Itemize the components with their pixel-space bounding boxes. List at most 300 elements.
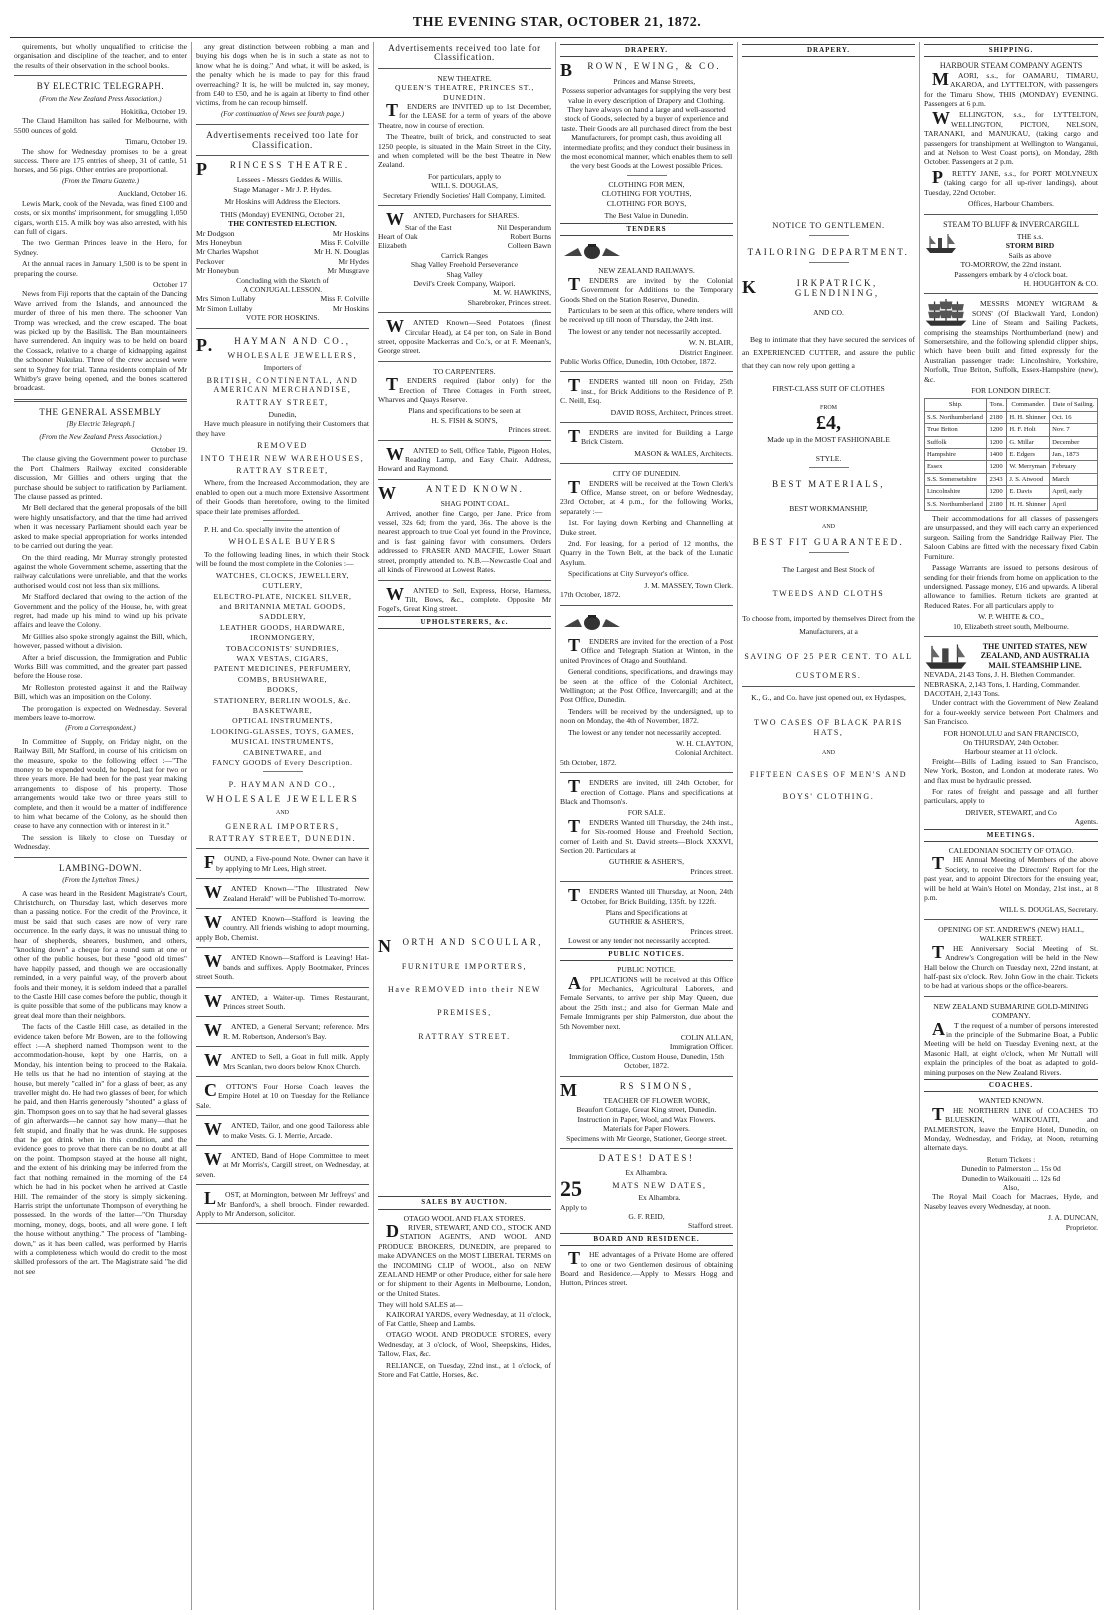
spacer bbox=[378, 1044, 551, 1194]
table-cell: 1200 bbox=[987, 424, 1007, 436]
allan-sub: Immigration Officer. bbox=[669, 1042, 733, 1052]
douglas: WILL S. DOUGLAS, bbox=[431, 181, 498, 191]
goods-line: WAX VESTAS, CIGARS, bbox=[236, 653, 329, 663]
coaches-return: Return Tickets : bbox=[986, 1154, 1036, 1164]
kirk-choose: To choose from, imported by themselves Direct from the Manufacturers, at a bbox=[742, 613, 915, 636]
divider bbox=[196, 947, 369, 948]
dates-ad bbox=[560, 1178, 733, 1212]
table-cell: Nov. 7 bbox=[1050, 424, 1098, 436]
white-addr: 10, Elizabeth street south, Melbourne. bbox=[953, 621, 1069, 631]
goods-line: OPTICAL INSTRUMENTS, bbox=[232, 716, 333, 726]
section-head: DRAPERY. bbox=[742, 44, 915, 57]
source-line: (From the Lyttelton Times.) bbox=[62, 876, 139, 885]
paragraph: The show for Wednesday promises to be a great success. There are 175 entries of sheep, 31 of cattle, 51 horses, and 56 pigs. Other entries are proportional. bbox=[14, 146, 187, 175]
source-line: (From the Timaru Gazette.) bbox=[61, 176, 140, 185]
paragraph: WANTED to Sell, Express, Horse, Harness, Tilt, Bows, &c., complete. Opposite Mr Fogel's, Great King street. bbox=[378, 583, 551, 614]
kg-boys: BOYS' CLOTHING. bbox=[782, 791, 875, 801]
assembly-title: THE GENERAL ASSEMBLY bbox=[39, 406, 162, 417]
brown-addr: Princes and Manse Streets, bbox=[613, 76, 696, 86]
divider bbox=[627, 175, 667, 176]
divider bbox=[560, 422, 733, 423]
kirk-suit: FIRST-CLASS SUIT OF CLOTHES bbox=[772, 384, 885, 394]
source-line: (From the New Zealand Press Association.) bbox=[39, 432, 162, 441]
spacer bbox=[742, 61, 915, 221]
royal-crest-icon bbox=[560, 244, 624, 260]
cast-row bbox=[196, 238, 369, 247]
table-cell: 2343 bbox=[987, 473, 1007, 485]
hayman-attention: P. H. and Co. specially invite the attention of bbox=[204, 525, 341, 535]
coaches-ticket: Dunedin to Palmerston ... 15s 0d bbox=[961, 1164, 1061, 1174]
paragraph: The Claud Hamilton has sailed for Melbourne, with 5500 ounces of gold. bbox=[14, 116, 187, 135]
divider bbox=[560, 1076, 733, 1077]
column-5 bbox=[738, 42, 920, 1610]
queens-theatre: QUEEN'S THEATRE, PRINCES ST., DUNEDIN. bbox=[394, 83, 535, 102]
nebraska: NEBRASKA, 2,143 Tons, I. Harding, Commander. bbox=[924, 679, 1081, 689]
divider bbox=[196, 908, 369, 909]
divider bbox=[196, 987, 369, 988]
blair-addr: Public Works Office, Dunedin, 10th October, 1872. bbox=[560, 356, 717, 366]
column-3 bbox=[374, 42, 556, 1610]
white: W. P. WHITE & CO., bbox=[978, 612, 1044, 622]
north-removed: Have REMOVED into their NEW bbox=[388, 984, 541, 994]
hayman-name: P.HAYMAN AND CO., bbox=[196, 334, 351, 355]
kg-opened: K., G., and Co. have just opened out, ex Hydaspes, bbox=[751, 692, 906, 702]
table-cell: H. H. Shinner bbox=[1007, 498, 1050, 510]
cast-role: Mr Simon Lullaby bbox=[196, 303, 253, 313]
cast-list bbox=[196, 294, 369, 313]
paragraph: THE Anniversary Social Meeting of St. Andrew's Congregation will be held in the New Hall below the Church on Tuesday next, 22nd instant, at half-past six o'clock. Rev. John Gow in the chair. Tickets to be had at various shops or the office-bearers. bbox=[924, 941, 1098, 991]
dateline: October 19. bbox=[151, 445, 187, 455]
cast-role: Mr Honeybun bbox=[196, 266, 239, 276]
divider bbox=[378, 68, 551, 69]
paragraph: any great distinction between robbing a man and buying his dogs when he is in such a state as not to know what he is doing." And what, it will be asked, is the penalty which he is made to pay for this fraud overreaching? It is, he will be mulcted in, say money, from £40 to £50, and he is again at liberty to find other victims, from he can recoup himself. bbox=[196, 42, 369, 108]
table-row bbox=[925, 449, 1098, 461]
divider bbox=[14, 857, 187, 858]
cast-row bbox=[196, 229, 369, 238]
paragraph: The Theatre, built of brick, and constructed to seat 1250 people, is situated in the Main Street in the City, and when completed will be the best Theatre in New Zealand. bbox=[378, 132, 551, 170]
shares-more bbox=[378, 251, 551, 289]
paragraph: TENDERS Wanted till Thursday, the 24th inst., for Six-roomed House and Freehold Section, corner of Leith and St. David streets—Block XXXVI, Section 20. Particulars at bbox=[560, 815, 733, 856]
paragraph: Arrived, another fine Cargo, per Jane. Price from vessel, 32s 6d; from the yard, 36s. The above is the nearest approach to true Coal yet found in the Province, and is fast gaining favor with consumers. Orders addressed to FRASER AND MACFIE, Lower Stuart street, promptly attended to. N.B.—Newcastle Coal and all kinds of Firewood at Lowest Rates. bbox=[378, 508, 551, 575]
divider bbox=[924, 919, 1098, 920]
cast-actor: Mr Hydes bbox=[338, 256, 369, 266]
offices: Offices, Harbour Chambers. bbox=[968, 199, 1054, 209]
cast-role: Heart of Oak bbox=[378, 231, 418, 241]
simons-text: Materials for Paper Flowers. bbox=[603, 1124, 690, 1134]
guthrie-sub: Princes street. bbox=[690, 866, 733, 876]
divider bbox=[196, 1184, 369, 1185]
continuation-note: (For continuation of News see fourth page.) bbox=[220, 109, 345, 118]
divider bbox=[196, 878, 369, 879]
princess-theatre-name: PRINCESS THEATRE. bbox=[196, 159, 350, 180]
hayman-where: Where, from the Increased Accommodation, they are enabled to open out a much more Extensive Assortment of their Goods than heretofore, owing to the limited space their late premises afforded. bbox=[196, 478, 369, 516]
shag-point: SHAG POINT COAL. bbox=[440, 499, 510, 509]
paragraph: The facts of the Castle Hill case, as detailed in the evidence taken before Mr Bowen, are to the following effect :—A shepherd named Thompson went to the accommodation-house, kept by one Harris, on a Monday, his intention being to proceed to the Rakaia. He tells us that he had no intention of staying at the house, but merely "called in" for a glass of beer, as any traveller might do. He had two glasses of beer, for which he paid, and then Harris generously "shouted" a glass of gin. Thompson goes on to say that he had several glasses of gin afterwards—he cannot say how many—that he felt stupid, and finally that he was drunk. He supposes that he got drink when in this condition, and the evidence goes to prove that there can be no doubt at all on the point. Thompson stayed at the house all night, and the extent of his drinking may be inferred from the fact that nothing remained in the morning of the £4 which he had in his pocket when he arrived at Castle Hill. The remainder of the story is simply sickening. Harris stript the unfortunate Thompson of everything he possessed. In the words of the latter—"On Thursday morning, money, dogs, boots, and all were gone. I left the house without anything." The process of "lambing-down," as it has been called, was performed by Harris with a completeness which would do credit to the most skilled professors of the art. The Magistrate said "he did not see bbox=[14, 1022, 188, 1276]
table-cell: March bbox=[1050, 473, 1098, 485]
section-head: SALES BY AUCTION. bbox=[378, 1196, 551, 1209]
paragraph: THE Annual Meeting of Members of the above Society, to receive the Directors' Report for the past year, and to appoint Directors for the ensuing year, will be held at Wain's Hotel on Monday, 21st inst., at 8 p.m. bbox=[924, 853, 1098, 903]
paragraph: The two German Princes leave in the Hero, for Sydney. bbox=[14, 238, 187, 257]
hayman-removed: REMOVED bbox=[257, 441, 308, 451]
cast-actor: Mr H. N. Douglas bbox=[313, 247, 369, 257]
princess-manager: Stage Manager - Mr J. P. Hydes. bbox=[233, 184, 332, 194]
paragraph: WELLINGTON, s.s., for LYTTELTON, WELLINGTON, PICTON, NELSON, TARANAKI, and MANUKAU, (taking cargo and passengers for transhipment at Wellington to Wanganui, and at Nelson to West Coast ports), on Monday, 28th October. Passengers at 2 p.m. bbox=[924, 108, 1098, 167]
hayman-street: RATTRAY STREET, bbox=[236, 466, 329, 476]
divider bbox=[560, 1148, 733, 1149]
small-ad: COTTON'S Four Horse Coach leaves the Empire Hotel at 10 on Tuesday for the Reliance Sale. bbox=[196, 1079, 369, 1110]
hayman2-and: AND bbox=[276, 810, 289, 817]
us-harbour: Harbour steamer at 11 o'clock. bbox=[964, 747, 1058, 757]
table-row bbox=[925, 424, 1098, 436]
wanted-known: WANTED KNOWN. bbox=[378, 482, 525, 503]
cast-row bbox=[405, 223, 551, 232]
divider bbox=[560, 463, 733, 464]
paragraph: 1st. For laying down Kerbing and Channelling at Duke street. bbox=[560, 518, 733, 537]
section-head: TENDERS bbox=[560, 223, 733, 236]
goods-line: SADDLERY, bbox=[259, 612, 306, 622]
north-name: NORTH AND SCOULLAR, bbox=[378, 936, 543, 957]
princess-hoskins: Mr Hoskins will Address the Electors. bbox=[224, 197, 341, 207]
paragraph: RELIANCE, on Tuesday, 22nd inst., at 1 o'clock, of Store and Fat Cattle, Horses, &c. bbox=[378, 1360, 551, 1380]
paragraph: TENDERS wanted till noon on Friday, 25th inst., for Brick Additions to the Residence of P. C. Neill, Esq. bbox=[560, 375, 733, 406]
paragraph: On the third reading, Mr Murray strongly protested against the whole Government scheme, asserting that the railway calculations were unreliable, and that the works authorised would cost not less than six millions. bbox=[14, 552, 187, 590]
cast-actor: Robert Burns bbox=[510, 231, 551, 241]
bird-embark: Passengers embark by 4 o'clock boat. bbox=[954, 269, 1068, 279]
kirk-name: KIRKPATRICK, GLENDINING, bbox=[742, 277, 880, 298]
guthrie: GUTHRIE & ASHER'S, bbox=[609, 917, 684, 927]
goods-line: IRONMONGERY, bbox=[250, 633, 315, 643]
clothing: CLOTHING FOR MEN, bbox=[608, 179, 685, 189]
columns bbox=[10, 42, 1104, 1610]
divider bbox=[378, 205, 551, 206]
cast-list bbox=[196, 229, 369, 276]
table-cell: 1200 bbox=[987, 461, 1007, 473]
small-ad: WANTED, a Waiter-up. Times Restaurant, Princes street South. bbox=[204, 990, 369, 1011]
table-row bbox=[925, 473, 1098, 485]
table-cell: E. Davis bbox=[1007, 486, 1050, 498]
cast-role: Star of the East bbox=[405, 222, 452, 232]
kirk-and2: AND bbox=[822, 524, 835, 531]
allan: COLIN ALLAN, bbox=[680, 1032, 733, 1042]
kirk-best: BEST MATERIALS, bbox=[772, 479, 885, 490]
paragraph: Passage Warrants are issued to persons desirous of sending for their friends from home on application to the undersigned. Passage money, £16 and upwards. A liberal allowance to families. Return tickets are granted at Reduced Rates. For all particulars apply to bbox=[924, 563, 1098, 610]
paragraph: Specifications at City Surveyor's office. bbox=[568, 569, 689, 579]
us-date: On THURSDAY, 24th October. bbox=[963, 738, 1059, 747]
clothing: CLOTHING FOR YOUTHS, bbox=[601, 189, 692, 199]
table-row bbox=[925, 461, 1098, 473]
paragraph: TENDERS are invited by the Colonial Government for Additions to the Temporary Goods Shed on the Station Reserve, Dunedin. bbox=[560, 273, 733, 304]
late-ads-title: Advertisements received too late for Classification. bbox=[388, 43, 541, 63]
paragraph: DRIVER, STEWART, AND CO., STOCK AND STATION AGENTS, AND WOOL AND PRODUCE BROKERS, DUNEDIN, are prepared to make ADVANCES on the MOST LIBERAL TERMS on the INCOMING CLIP of WOOL, also on NEW ZEALAND HEMP or other Produce, either for sale here or for shipment to their Agents in Melbourne, London, or the United States. bbox=[378, 1220, 551, 1298]
paragraph: The clause giving the Government power to purchase the Port Chalmers Railway excited considerable discussion, Mr Gillies and others urging that the purchase should be subject to ratification by Parliament. The clause passed as printed. bbox=[14, 454, 187, 502]
section-head: DRAPERY. bbox=[560, 44, 733, 57]
coaches-wanted: WANTED KNOWN. bbox=[978, 1096, 1044, 1106]
table-row bbox=[925, 436, 1098, 448]
paragraph: For rates of freight and passage and all further particulars, apply to bbox=[924, 787, 1098, 806]
divider bbox=[263, 520, 303, 521]
table-cell: S.S. Somersetshire bbox=[925, 473, 987, 485]
divider bbox=[196, 1145, 369, 1146]
carpenters-title: TO CARPENTERS. bbox=[433, 366, 496, 376]
douglas: WILL S. DOUGLAS, Secretary. bbox=[999, 904, 1098, 914]
dates-title: DATES! DATES! bbox=[598, 1153, 695, 1163]
cast-row bbox=[196, 257, 369, 266]
hayman-city: Dunedin, bbox=[268, 410, 297, 419]
north-sub: FURNITURE IMPORTERS, bbox=[401, 961, 528, 971]
cast-row bbox=[196, 266, 369, 275]
section-head: MEETINGS. bbox=[924, 829, 1098, 842]
steamship-icon bbox=[924, 642, 968, 670]
cast-row bbox=[196, 247, 369, 256]
divider bbox=[14, 399, 187, 402]
cast-role: Mr Charles Wapshot bbox=[196, 247, 259, 257]
simons: MRS SIMONS, bbox=[560, 1079, 694, 1100]
reid: G. F. REID, bbox=[628, 1212, 665, 1222]
kirk-intimate: Beg to intimate that they have secured the services of an EXPERIENCED CUTTER, and assure the public that they can now rely upon getting a bbox=[742, 335, 915, 371]
clothing: CLOTHING FOR BOYS, bbox=[606, 198, 687, 208]
cast-row bbox=[378, 241, 551, 250]
driver: DRIVER, STEWART, and Co bbox=[965, 807, 1057, 817]
paragraph: News from Fiji reports that the captain of the Dancing Wave arrived from the Islands, and announced the murder of three of his men there. The schooner Van Tromp was wrecked, and the crew escaped. The boat was picked up by the Basilisk. The Ban mountaineers have surrendered. An inquiry was to be held on board the Cossack, relative to a charge of kidnapping against the schooner Nukulau. Three of the crew accused were sent to Sydney for trial. Tanna residents complain of Mr Whitby's grave being opened, and the bones scattered broadcast. bbox=[14, 289, 187, 393]
goods-line: TOBACCONISTS' SUNDRIES, bbox=[225, 643, 340, 653]
hayman-lines: To the following leading lines, in which their Stock will be found the most complete in the Colonies :— bbox=[196, 549, 369, 569]
paragraph: TENDERS required (labor only) for the Erection of Three Cottages in Forth street, Wharves and Quays Reserve. bbox=[378, 374, 551, 404]
divider bbox=[924, 636, 1098, 637]
nevada: NEVADA, 2143 Tons, J. H. Blethen Commander. bbox=[924, 670, 1075, 680]
table-row bbox=[925, 411, 1098, 423]
small-ads bbox=[196, 854, 369, 1224]
simons-text: Instruction in Paper, Wool, and Wax Flowers. bbox=[577, 1114, 716, 1124]
share-name: Shag Valley bbox=[446, 269, 483, 279]
kg-and: AND bbox=[822, 749, 835, 756]
fish: H. S. FISH & SON'S, bbox=[431, 415, 498, 425]
best-value: The Best Value in Dunedin. bbox=[604, 211, 689, 221]
cast-role: Mrs Honeybun bbox=[196, 237, 242, 247]
hayman2-gen: GENERAL IMPORTERS, bbox=[225, 821, 340, 831]
divider bbox=[196, 1223, 369, 1224]
section-head: BOARD AND RESIDENCE. bbox=[560, 1233, 733, 1246]
bird-time: TO-MORROW, the 22nd instant. bbox=[960, 260, 1062, 270]
driver-sub: Agents. bbox=[1074, 817, 1098, 827]
paragraph: TENDERS are invited for Building a Large Brick Cistern. bbox=[568, 426, 733, 447]
paragraph: APPLICATIONS will be received at this Office for Mechanics, Agricultural Laborers, and Female Servants, to arrive per ship May Queen, due about the 25th inst.; and also for German Male and Female Immigrants per ship Palmerston, due about the 5th November next. bbox=[560, 972, 733, 1031]
paragraph: Mr Gillies also spoke strongly against the Bill, which, however, passed without a division. bbox=[14, 631, 187, 651]
kirk-customers: CUSTOMERS. bbox=[795, 671, 862, 681]
princess-lessees: Lessees - Messrs Geddes & Willis. bbox=[236, 175, 343, 185]
paragraph: In Committee of Supply, on Friday night, on the Railway Bill, Mr Stafford, in course of his criticism on the measure, spoke to the following effect :—"The money to be expended would, he hoped, last for two or three years more. He had been for the past year making arrangements to dispose of his property. Those arrangements would take two or three years still to complete, and then it would be a matter of indifference to him what became of the Colony, as he should then cease to have any connection with or interest in it." bbox=[14, 736, 187, 831]
steamship-icon bbox=[924, 232, 958, 254]
north-street: RATTRAY STREET. bbox=[418, 1031, 511, 1041]
paragraph: Mr Bell declared that the general proposals of the bill were highly unsatisfactory, and that the time had arrived when it was necessary Parliament should each year be asked to make special appropriation for works intended to be carried out during the year. bbox=[14, 503, 187, 551]
dateline: Timaru, October 19. bbox=[125, 137, 187, 147]
bird-the: THE s.s. bbox=[1016, 231, 1044, 241]
divider bbox=[196, 1046, 369, 1047]
paragraph: The Royal Mail Coach for Macraes, Hyde, and Naseby leaves every Wednesday, at noon. bbox=[924, 1192, 1098, 1211]
brown-text: Possess superior advantages for supplying the very best value in every description of Drapery and Clothing. They have always on hand a large and well-assorted stock of Goods, selected by a buyer of experience and taste. Their Goods are all purchased direct from the best Manufacturers, for prompt cash, thus avoiding all intermediate profits; and they conduct their business in the most economical manner, which enables them to sell the very best Goods at the Lowest possible Prices. bbox=[560, 86, 733, 171]
ross: DAVID ROSS, Architect, Princes street. bbox=[610, 407, 733, 417]
reid-sub: Stafford street. bbox=[688, 1221, 733, 1231]
small-ad: LOST, at Mornington, between Mr Jeffreys' and Mr Banford's, a shell brooch. Finder rewarded. Apply to Mr Anderson, solicitor. bbox=[196, 1188, 369, 1218]
cast-role: Mrs Simon Lullaby bbox=[196, 294, 256, 304]
divider bbox=[196, 124, 369, 125]
small-ad: WANTED, Band of Hope Committee to meet at Mr Morris's, Cargill street, on Wednesday, at seven. bbox=[196, 1148, 369, 1179]
paragraph: MESSRS MONEY WIGRAM & SONS' (Of Blackwall Yard, London) Line of Steam and Sailing Packets, comprising the steamships Northumberland (new) and Somersetshire, and the following splendid clipper ships, which have been built and fitted expressly for the Australian passenger trade: Lincolnshire, Yorkshire, Norfolk, True Briton, Suffolk, Essex-Hampshire (new), &c. bbox=[924, 299, 1098, 384]
paragraph: The lowest or any tender not necessarily accepted. bbox=[568, 326, 722, 336]
small-ad: WANTED Known—Stafford is leaving the country. All friends wishing to adopt mourning, apply Bob, Chemist. bbox=[196, 912, 369, 942]
column-2 bbox=[192, 42, 374, 1610]
kirk-tweeds: TWEEDS AND CLOTHS bbox=[772, 588, 885, 598]
column-6 bbox=[920, 42, 1102, 1610]
paragraph: TENDERS are invited for the erection of a Post Office and Telegraph Station at Winton, in the united Provinces of Otago and Southland. bbox=[560, 634, 733, 665]
small-ad: WANTED, Tailor, and one good Tailoress able to make Vests. G. I. Merrie, Arcade. bbox=[204, 1119, 369, 1140]
duncan-sub: Proprietor. bbox=[1065, 1222, 1098, 1232]
mason: MASON & WALES, Architects. bbox=[634, 448, 733, 458]
dateline: Auckland, October 16. bbox=[117, 189, 187, 199]
kg-fifteen: FIFTEEN CASES OF MEN'S AND bbox=[749, 770, 908, 780]
paragraph: OTAGO WOOL AND PRODUCE STORES, every Wednesday, at 3 o'clock, of Wool, Sheepskins, Hides, Tallow, Flax, &c. bbox=[378, 1330, 551, 1359]
kirk-fit: BEST FIT GUARANTEED. bbox=[752, 536, 905, 547]
spacer bbox=[378, 633, 551, 933]
table-cell: Essex bbox=[925, 461, 987, 473]
table-row bbox=[925, 498, 1098, 510]
paragraph: TENDERS will be received at the Town Clerk's Office, Manse street, on or before Wednesday, 23rd October, at 4 p.m., for the following Works, separately :— bbox=[560, 476, 733, 516]
small-ad: WANTED Known—"The Illustrated New Zealand Herald" will be Published To-morrow. bbox=[204, 882, 369, 903]
paragraph: Plans and specifications to be seen at bbox=[408, 406, 521, 416]
goods-line: WATCHES, CLOCKS, JEWELLERY, bbox=[215, 570, 350, 580]
dates-apply: Apply to bbox=[560, 1202, 587, 1212]
paragraph: At the annual races in January 1,500 is to be spent in preparing the course. bbox=[14, 259, 187, 278]
paragraph: MAORI, s.s., for OAMARU, TIMARU, AKAROA, and LYTTELTON, with passengers for the Timaru Show, THIS (MONDAY) EVENING. Passengers at 6 p.m. bbox=[924, 68, 1098, 109]
section-head: COACHES. bbox=[924, 1079, 1098, 1092]
divider bbox=[196, 1115, 369, 1116]
table-cell: Lincolnshire bbox=[925, 486, 987, 498]
coaches-ticket: Dunedin to Waikouaiti ... 12s 6d bbox=[961, 1173, 1061, 1183]
divider bbox=[196, 848, 369, 849]
paragraph: 2nd. For leasing, for a period of 12 months, the Quarry in the Town Belt, at the back of the Lunatic Asylum. bbox=[560, 539, 733, 567]
goods-line: BASKETWARE, bbox=[252, 705, 313, 715]
goods-line: MUSICAL INSTRUMENTS, bbox=[231, 737, 334, 747]
goods-list bbox=[196, 571, 369, 768]
andrews: OPENING OF ST. ANDREW'S (NEW) HALL, WALKER STREET. bbox=[938, 924, 1084, 944]
hayman-into: INTO THEIR NEW WAREHOUSES, bbox=[200, 453, 365, 463]
goods-line: STATIONERY, BERLIN WOOLS, &c. bbox=[213, 695, 352, 705]
kirk-made: Made up in the MOST FASHIONABLE bbox=[767, 434, 890, 444]
divider bbox=[809, 467, 849, 468]
allan-addr: Immigration Office, Custom House, Dunedin, 15th October, 1872. bbox=[568, 1051, 725, 1071]
goods-line: LOOKING-GLASSES, TOYS, GAMES, bbox=[210, 726, 355, 736]
paragraph: WANTED to Sell, Office Table, Pigeon Holes, Reading Lamp, and Easy Chair. Address, Howard and Raymond. bbox=[378, 443, 551, 474]
divider bbox=[924, 293, 1098, 294]
cast-actor: Miss F. Colville bbox=[320, 294, 369, 304]
table-cell: E. Edgers bbox=[1007, 449, 1050, 461]
share-name: Carrick Ranges bbox=[440, 250, 489, 260]
hayman-street: RATTRAY STREET, bbox=[236, 397, 329, 407]
table-cell: H. H. Shinner bbox=[1007, 411, 1050, 423]
clayton: W. H. CLAYTON, bbox=[676, 738, 733, 748]
brown-name: BROWN, EWING, & CO. bbox=[560, 60, 722, 81]
paragraph: Tenders will be received by the undersigned, up to noon on Monday, the 4th of November, 1872. bbox=[560, 706, 733, 726]
divider bbox=[196, 1016, 369, 1017]
caledonian: CALEDONIAN SOCIETY OF OTAGO. bbox=[948, 846, 1074, 856]
cast-actor: Mr Hoskins bbox=[332, 228, 369, 238]
paragraph: Particulars to be seen at this office, where tenders will be received up till noon of Thursday, the 24th inst. bbox=[560, 305, 733, 325]
paragraph: Lowest or any tender not necessarily accepted. bbox=[568, 936, 710, 946]
kg-hats: TWO CASES OF BLACK PARIS HATS, bbox=[754, 718, 903, 737]
table-cell: G. Millar bbox=[1007, 436, 1050, 448]
simons-text: Specimens with Mr George, Stationer, George street. bbox=[566, 1133, 727, 1143]
table-header: Commander. bbox=[1007, 399, 1050, 411]
kirk-style: STYLE. bbox=[815, 454, 842, 464]
share-name: Devil's Creek Company, Waipori. bbox=[413, 278, 516, 288]
divider bbox=[924, 996, 1098, 997]
paragraph: PRETTY JANE, s.s., for PORT MOLYNEUX (taking cargo for all up-river landings), about Tuesday, 22nd October. bbox=[924, 166, 1098, 197]
table-header: Ship. bbox=[925, 399, 987, 411]
goods-line: LEATHER GOODS, HARDWARE, bbox=[220, 622, 345, 632]
north-premises: PREMISES, bbox=[437, 1008, 492, 1018]
dates-ex: Ex Alhambra. bbox=[625, 1168, 668, 1178]
divider bbox=[378, 580, 551, 581]
cast-actor: Mr Musgrave bbox=[327, 266, 369, 276]
lambing-title: LAMBING-DOWN. bbox=[58, 862, 143, 873]
cast-actor: Colleen Bawn bbox=[507, 241, 551, 251]
kirk-largest: The Largest and Best Stock of bbox=[782, 565, 875, 575]
princess-play: THE CONTESTED ELECTION. bbox=[228, 219, 337, 229]
paragraph: WANTED Known—Seed Potatoes (finest Circular Head), at £4 per ton, on Sale in Bond street, opposite Mackerras and Co.'s, or at F. Meenan's, George street. bbox=[378, 316, 551, 356]
small-ad: WANTED, a General Servant; reference. Mrs R. M. Robertson, Anderson's Bay. bbox=[204, 1020, 369, 1041]
paragraph: A case was heard in the Resident Magistrate's Court, Christchurch, on Thursday last, which deserves more than a passing notice. For the credit of the Province, it must be said that such cases are now of very rare occurrence. In the early days, it was no unusual thing to hear of shepherds, shearers, bushmen, and others, "knocking down" a cheque for a round sum at one or other of the public houses, but these "good old times" have happily passed, and though we are occasionally reminded, in a very painful way, of the proverb about fools and their money, it is seldom indeed that a parallel to the Castle Hill case comes before the public, though it is quite possible that some of the publicans may know a great deal more than their neighbors. bbox=[14, 888, 187, 1020]
tailoring-title: TAILORING DEPARTMENT. bbox=[747, 246, 910, 257]
sailing-ship-icon bbox=[924, 299, 968, 327]
blair-sub: District Engineer. bbox=[679, 347, 733, 357]
masthead: THE EVENING STAR, OCTOBER 21, 1872. bbox=[10, 10, 1104, 38]
section-head: UPHOLSTERERS, &c. bbox=[378, 616, 551, 629]
paragraph: The lowest or any tender not necessarily accepted. bbox=[568, 727, 722, 737]
table-cell: Oct. 16 bbox=[1050, 411, 1098, 423]
paragraph: Under contract with the Government of New Zealand for a four-weekly service between Port Chalmers and San Francisco. bbox=[924, 698, 1098, 727]
section-head: SHIPPING. bbox=[924, 44, 1098, 57]
paragraph: TENDERS are INVITED up to 1st December, for the LEASE for a term of years of the above Theatre, now in course of erection. bbox=[378, 100, 551, 130]
paragraph: THE advantages of a Private Home are offered to one or two Gentlemen desirous of obtaining Board and Residence.—Apply to Messrs Hogg and Hutton, Princes street. bbox=[560, 1248, 733, 1288]
divider bbox=[378, 479, 551, 480]
storm-bird-ad bbox=[924, 232, 1098, 260]
cast-row bbox=[196, 304, 369, 313]
hayman2-sub: WHOLESALE JEWELLERS bbox=[205, 793, 360, 804]
paragraph: The prorogation is expected on Wednesday. Several members leave to-morrow. bbox=[14, 703, 187, 722]
money-wigram-ad bbox=[924, 299, 1098, 386]
small-ad: WANTED Known—Stafford is Leaving! Hat-bands and suffixes. Apply Bootmaker, Princes street South. bbox=[196, 951, 369, 982]
goods-line: PATENT MEDICINES, PERFUMERY, bbox=[213, 664, 352, 674]
kirk-saving: SAVING OF 25 PER CENT. TO ALL bbox=[744, 651, 913, 661]
divider bbox=[196, 155, 369, 156]
table-cell: H. F. Holt bbox=[1007, 424, 1050, 436]
small-ad: FOUND, a Five-pound Note. Owner can have it by applying to Mr Lees, High street. bbox=[204, 852, 369, 873]
public-notice: PUBLIC NOTICE. bbox=[617, 965, 676, 975]
houghton: H. HOUGHTON & CO. bbox=[1023, 278, 1098, 288]
massey: J. M. MASSEY, Town Clerk. bbox=[644, 580, 733, 590]
bird-sails: Sails as above bbox=[1008, 250, 1052, 260]
guthrie-sub: Princes street. bbox=[690, 926, 733, 936]
simons-addr: Beaufort Cottage, Great King street, Dunedin. bbox=[576, 1105, 717, 1115]
source-line: [By Electric Telegraph.] bbox=[66, 420, 135, 429]
paragraph: WANTED, Purchasers for SHARES. bbox=[386, 209, 520, 230]
table-cell: S.S. Northumberland bbox=[925, 498, 987, 510]
divider bbox=[263, 771, 303, 772]
column-4 bbox=[556, 42, 738, 1610]
goods-line: and BRITANNIA METAL GOODS, bbox=[219, 601, 346, 611]
paragraph: Lewis Mark, cook of the Nevada, was fined £100 and costs, or six months' imprisonment, for smuggling 1,050 cigars, worth £15. A milk boy was also arrested, with his can full of cigars. bbox=[14, 198, 187, 236]
dates-mats: MATS NEW DATES, bbox=[612, 1180, 707, 1190]
divider bbox=[809, 235, 849, 236]
